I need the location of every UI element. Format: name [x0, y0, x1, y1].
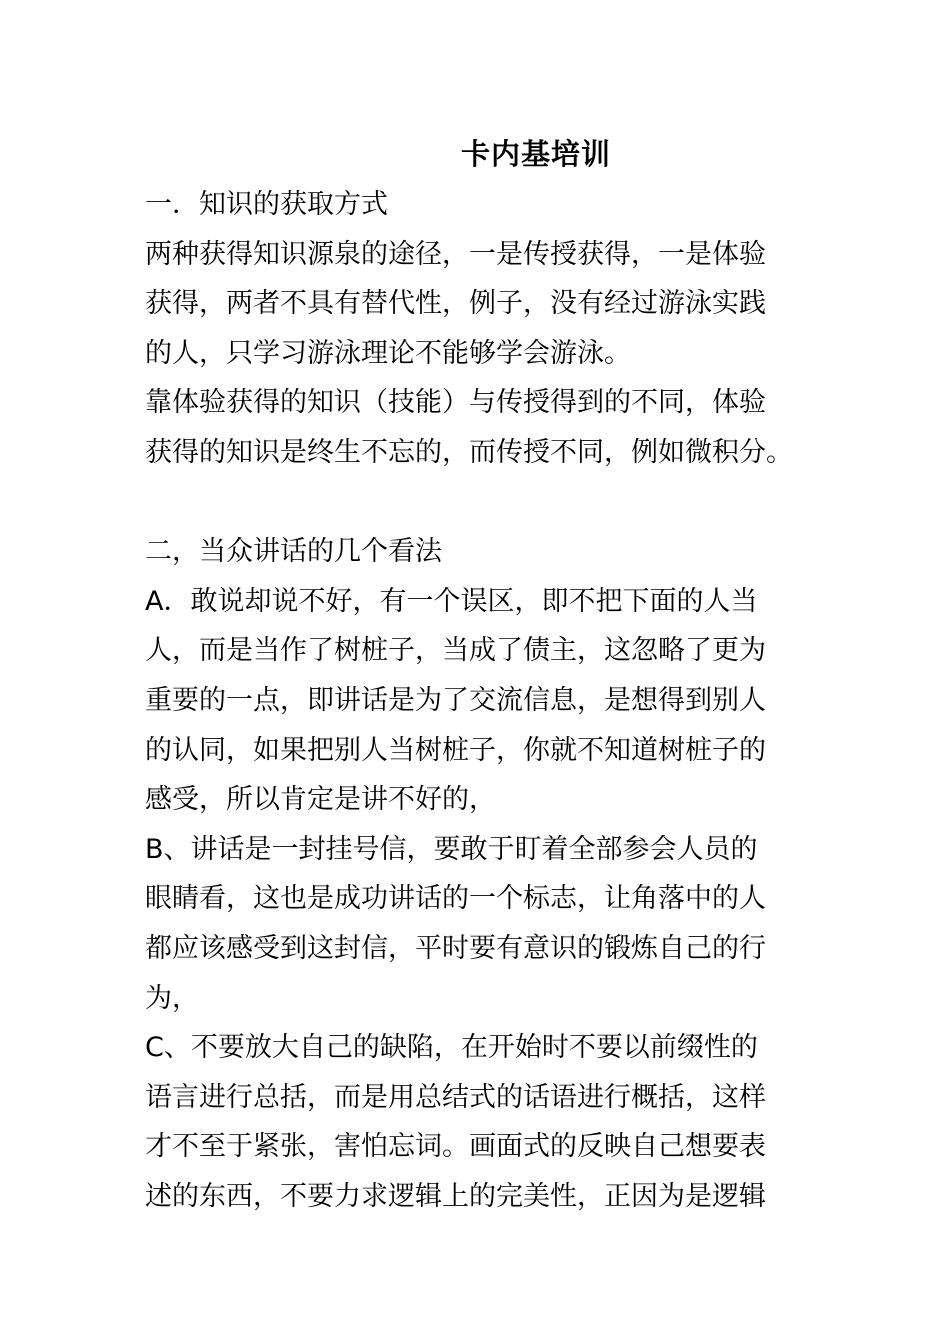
- paragraph-line: A．敢说却说不好，有一个误区，即不把下面的人当: [145, 585, 758, 617]
- paragraph-line: 感受，所以肯定是讲不好的，: [145, 784, 496, 816]
- paragraph-line: 的认同，如果把别人当树桩子，你就不知道树桩子的: [145, 734, 766, 766]
- paragraph-line: 述的东西，不要力求逻辑上的完美性，正因为是逻辑: [145, 1180, 766, 1212]
- paragraph-line: 人，而是当作了树桩子，当成了债主，这忽略了更为: [145, 635, 766, 667]
- paragraph-line: 眼睛看，这也是成功讲话的一个标志，让角落中的人: [145, 883, 766, 915]
- blank-line: [145, 478, 825, 528]
- document-body: [145, 180, 825, 1221]
- paragraph-line: 都应该感受到这封信，平时要有意识的锻炼自己的行: [145, 932, 766, 964]
- paragraph-line: 的人，只学习游泳理论不能够学会游泳。: [145, 337, 631, 369]
- paragraph-line: 靠体验获得的知识（技能）与传授得到的不同，体验: [145, 387, 766, 419]
- paragraph-line: 获得的知识是终生不忘的，而传授不同，例如微积分。: [145, 436, 793, 468]
- paragraph-line: 重要的一点，即讲话是为了交流信息，是想得到别人: [145, 684, 766, 716]
- paragraph-line: 为，: [145, 982, 199, 1014]
- paragraph-line: 两种获得知识源泉的途径，一是传授获得，一是体验: [145, 238, 766, 270]
- document-title: 卡内基培训: [460, 137, 611, 171]
- section-heading-1: 一．知识的获取方式: [145, 189, 388, 220]
- paragraph-line: B、讲话是一封挂号信，要敢于盯着全部参会人员的: [145, 833, 758, 865]
- paragraph-line: 语言进行总括，而是用总结式的话语进行概括，这样: [145, 1081, 766, 1113]
- section-heading-2: 二，当众讲话的几个看法: [145, 536, 442, 568]
- paragraph-line: 才不至于紧张，害怕忘词。画面式的反映自己想要表: [145, 1131, 766, 1163]
- paragraph-line: C、不要放大自己的缺陷，在开始时不要以前缀性的: [145, 1032, 758, 1064]
- paragraph-line: 获得，两者不具有替代性，例子，没有经过游泳实践: [145, 288, 766, 320]
